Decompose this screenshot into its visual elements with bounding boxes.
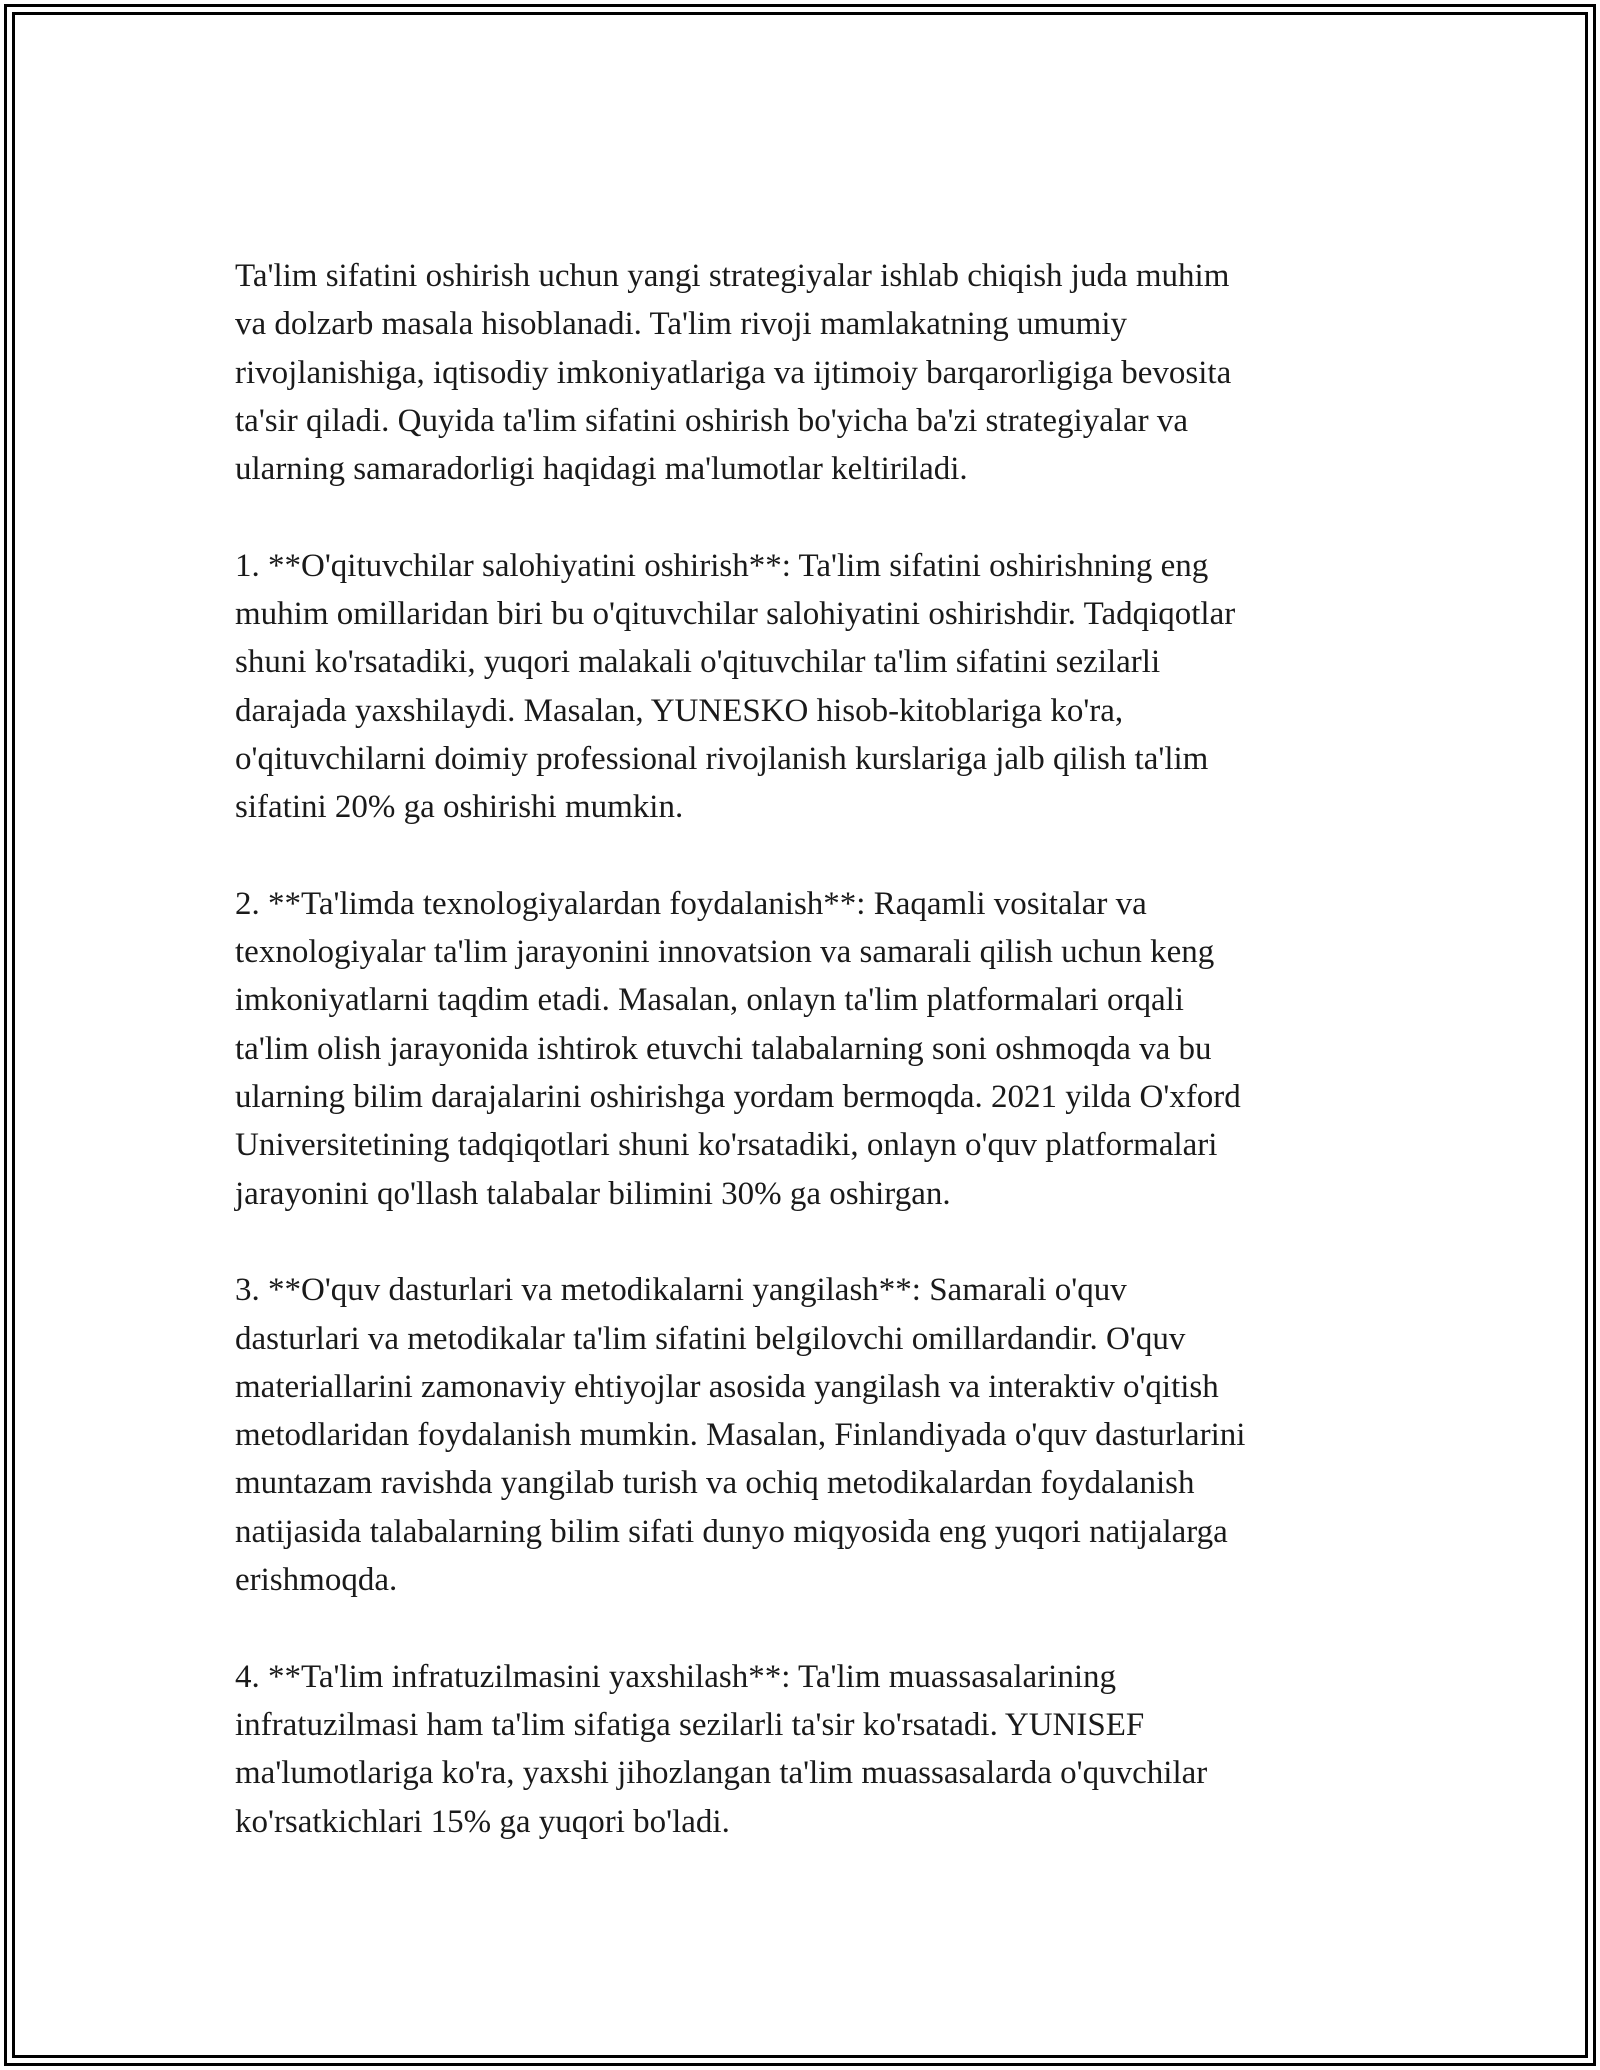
strategy-3-paragraph: 3. **O'quv dasturlari va metodikalarni yangilash**: Samarali o'quv dasturlari va metodikalar ta'lim sifatini belgilovchi omillardandir. O'quv materiallarini zamonaviy ehtiyojlar asosida yangilash va interaktiv o'qitish metodlaridan foydalanish mumkin. Masalan, Finlandiyada o'quv dasturlarini muntazam ravishda yangilab turish va ochiq metodikalardan foydalanish natijasida talabalarning bilim sifati dunyo miqyosida eng yuqori natijalarga erishmoqda.	[235, 1272, 1246, 1599]
intro-paragraph: Ta'lim sifatini oshirish uchun yangi strategiyalar ishlab chiqish juda muhim va dolzarb masala hisoblanadi. Ta'lim rivoji mamlakatning umumiy rivojlanishiga, iqtisodiy imkoniyatlariga va ijtimoiy barqarorligiga bevosita ta'sir qiladi. Quyida ta'lim sifatini oshirish bo'yicha ba'zi strategiyalar va ularning samaradorligi haqidagi ma'lumotlar keltiriladi.	[235, 258, 1232, 488]
strategy-4-paragraph: 4. **Ta'lim infratuzilmasini yaxshilash**: Ta'lim muassasalarining infratuzilmasi ham ta'lim sifatiga sezilarli ta'sir ko'rsatadi. YUNISEF ma'lumotlariga ko'ra, yaxshi jihozlangan ta'lim muassasalarda o'quvchilar ko'rsatkichlari 15% ga yuqori bo'ladi.	[235, 1658, 1208, 1840]
document-body	[235, 252, 1370, 1846]
strategy-1-paragraph: 1. **O'qituvchilar salohiyatini oshirish**: Ta'lim sifatini oshirishning eng muhim omillaridan biri bu o'qituvchilar salohiyatini oshirishdir. Tadqiqotlar shuni ko'rsatadiki, yuqori malakali o'qituvchilar ta'lim sifatini sezilarli darajada yaxshilaydi. Masalan, YUNESKO hisob-kitoblariga ko'ra, o'qituvchilarni doimiy professional rivojlanish kurslariga jalb qilish ta'lim sifatini 20% ga oshirishi mumkin.	[235, 547, 1236, 826]
strategy-2-paragraph: 2. **Ta'limda texnologiyalardan foydalanish**: Raqamli vositalar va texnologiyalar ta'lim jarayonini innovatsion va samarali qilish uchun keng imkoniyatlarni taqdim etadi. Masalan, onlayn ta'lim platformalari orqali ta'lim olish jarayonida ishtirok etuvchi talabalarning soni oshmoqda va bu ularning bilim darajalarini oshirishga yordam bermoqda. 2021 yilda O'xford Universitetining tadqiqotlari shuni ko'rsatadiki, onlayn o'quv platformalari jarayonini qo'llash talabalar bilimini 30% ga oshirgan.	[235, 885, 1241, 1212]
